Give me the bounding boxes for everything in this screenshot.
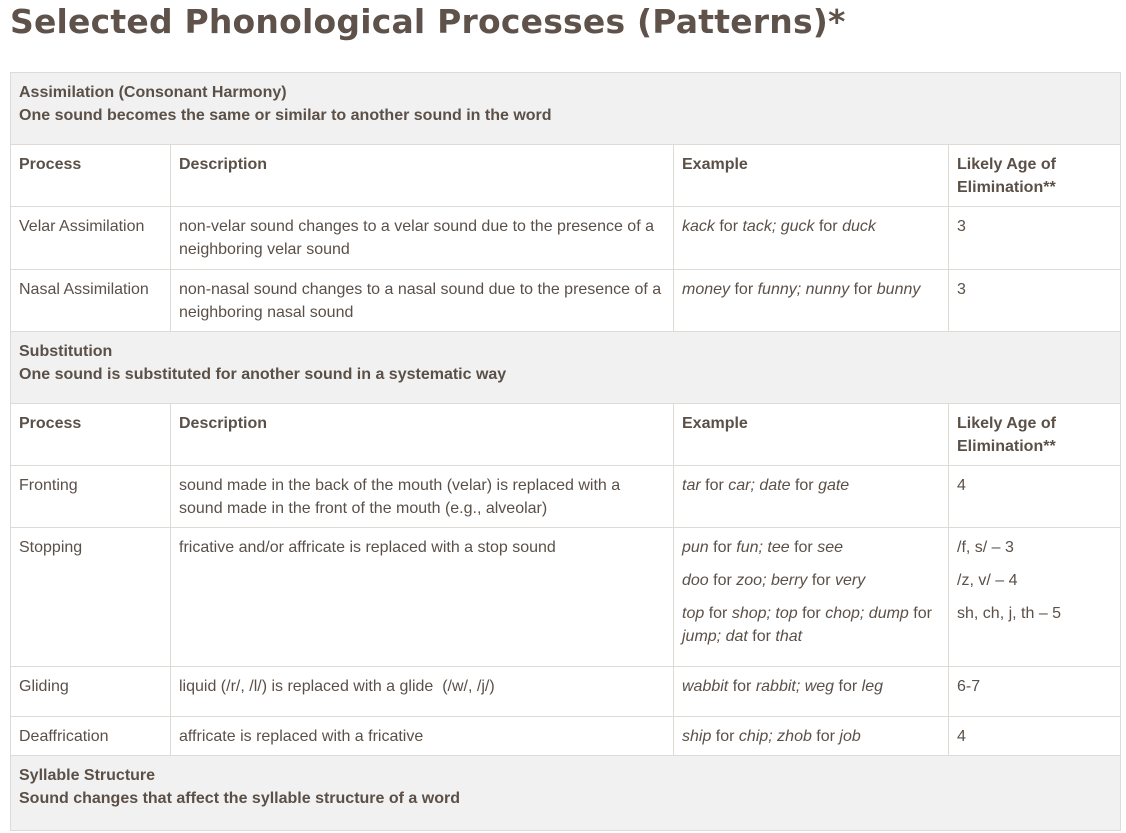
process-description: non-velar sound changes to a velar sound due to the presence of a neighboring velar sound xyxy=(171,207,674,270)
process-name: Fronting xyxy=(11,466,171,528)
column-header-example: Example xyxy=(674,145,949,207)
age-line: /z, v/ – 4 xyxy=(957,572,1018,589)
column-header-process: Process xyxy=(11,404,171,466)
column-header-row xyxy=(11,404,1121,466)
process-description: affricate is replaced with a fricative xyxy=(171,717,674,756)
process-example: wabbit for rabbit; weg for leg xyxy=(674,667,949,717)
elimination-age: 3 xyxy=(949,207,1121,270)
table-row xyxy=(11,466,1121,528)
example-line: doo for zoo; berry for very xyxy=(682,572,866,589)
section-title: Syllable Structure xyxy=(19,767,156,784)
process-name: Stopping xyxy=(11,528,171,667)
process-description: sound made in the back of the mouth (velar) is replaced with a sound made in the front of the mouth (e.g., alveolar) xyxy=(171,466,674,528)
process-example xyxy=(674,528,949,667)
process-description: liquid (/r/, /l/) is replaced with a glide (/w/, /j/) xyxy=(171,667,674,717)
section-definition: Sound changes that affect the syllable structure of a word xyxy=(19,790,460,807)
section-definition: One sound becomes the same or similar to another sound in the word xyxy=(19,107,552,124)
section-title: Substitution xyxy=(19,343,113,360)
section-title: Assimilation (Consonant Harmony) xyxy=(19,84,287,101)
process-example: ship for chip; zhob for job xyxy=(674,717,949,756)
section-syllable-structure xyxy=(11,756,1121,831)
elimination-age: 4 xyxy=(949,717,1121,756)
process-example: money for funny; nunny for bunny xyxy=(674,270,949,332)
process-description: non-nasal sound changes to a nasal sound due to the presence of a neighboring nasal sound xyxy=(171,270,674,332)
age-line: /f, s/ – 3 xyxy=(957,539,1014,556)
column-header-process: Process xyxy=(11,145,171,207)
example-line: top for shop; top for chop; dump for jump; dat for that xyxy=(682,605,932,645)
column-header-age: Likely Age of Elimination** xyxy=(949,404,1121,466)
process-name: Velar Assimilation xyxy=(11,207,171,270)
column-header-description: Description xyxy=(171,145,674,207)
section-substitution xyxy=(11,332,1121,404)
table-row xyxy=(11,207,1121,270)
process-name: Nasal Assimilation xyxy=(11,270,171,332)
process-example: kack for tack; guck for duck xyxy=(674,207,949,270)
process-example: tar for car; date for gate xyxy=(674,466,949,528)
table-row xyxy=(11,528,1121,667)
column-header-row xyxy=(11,145,1121,207)
elimination-age: 4 xyxy=(949,466,1121,528)
example-line: pun for fun; tee for see xyxy=(682,539,843,556)
process-name: Gliding xyxy=(11,667,171,717)
table-row xyxy=(11,717,1121,756)
elimination-age: 3 xyxy=(949,270,1121,332)
table-row xyxy=(11,667,1121,717)
column-header-age: Likely Age of Elimination** xyxy=(949,145,1121,207)
elimination-age xyxy=(949,528,1121,667)
table-row xyxy=(11,270,1121,332)
section-definition: One sound is substituted for another sound in a systematic way xyxy=(19,366,507,383)
column-header-example: Example xyxy=(674,404,949,466)
process-description: fricative and/or affricate is replaced with a stop sound xyxy=(171,528,674,667)
phonological-processes-table xyxy=(10,72,1121,831)
age-line: sh, ch, j, th – 5 xyxy=(957,605,1062,622)
page-title: Selected Phonological Processes (Patterns)* xyxy=(10,2,846,41)
column-header-description: Description xyxy=(171,404,674,466)
section-assimilation xyxy=(11,73,1121,145)
process-name: Deaffrication xyxy=(11,717,171,756)
elimination-age: 6-7 xyxy=(949,667,1121,717)
